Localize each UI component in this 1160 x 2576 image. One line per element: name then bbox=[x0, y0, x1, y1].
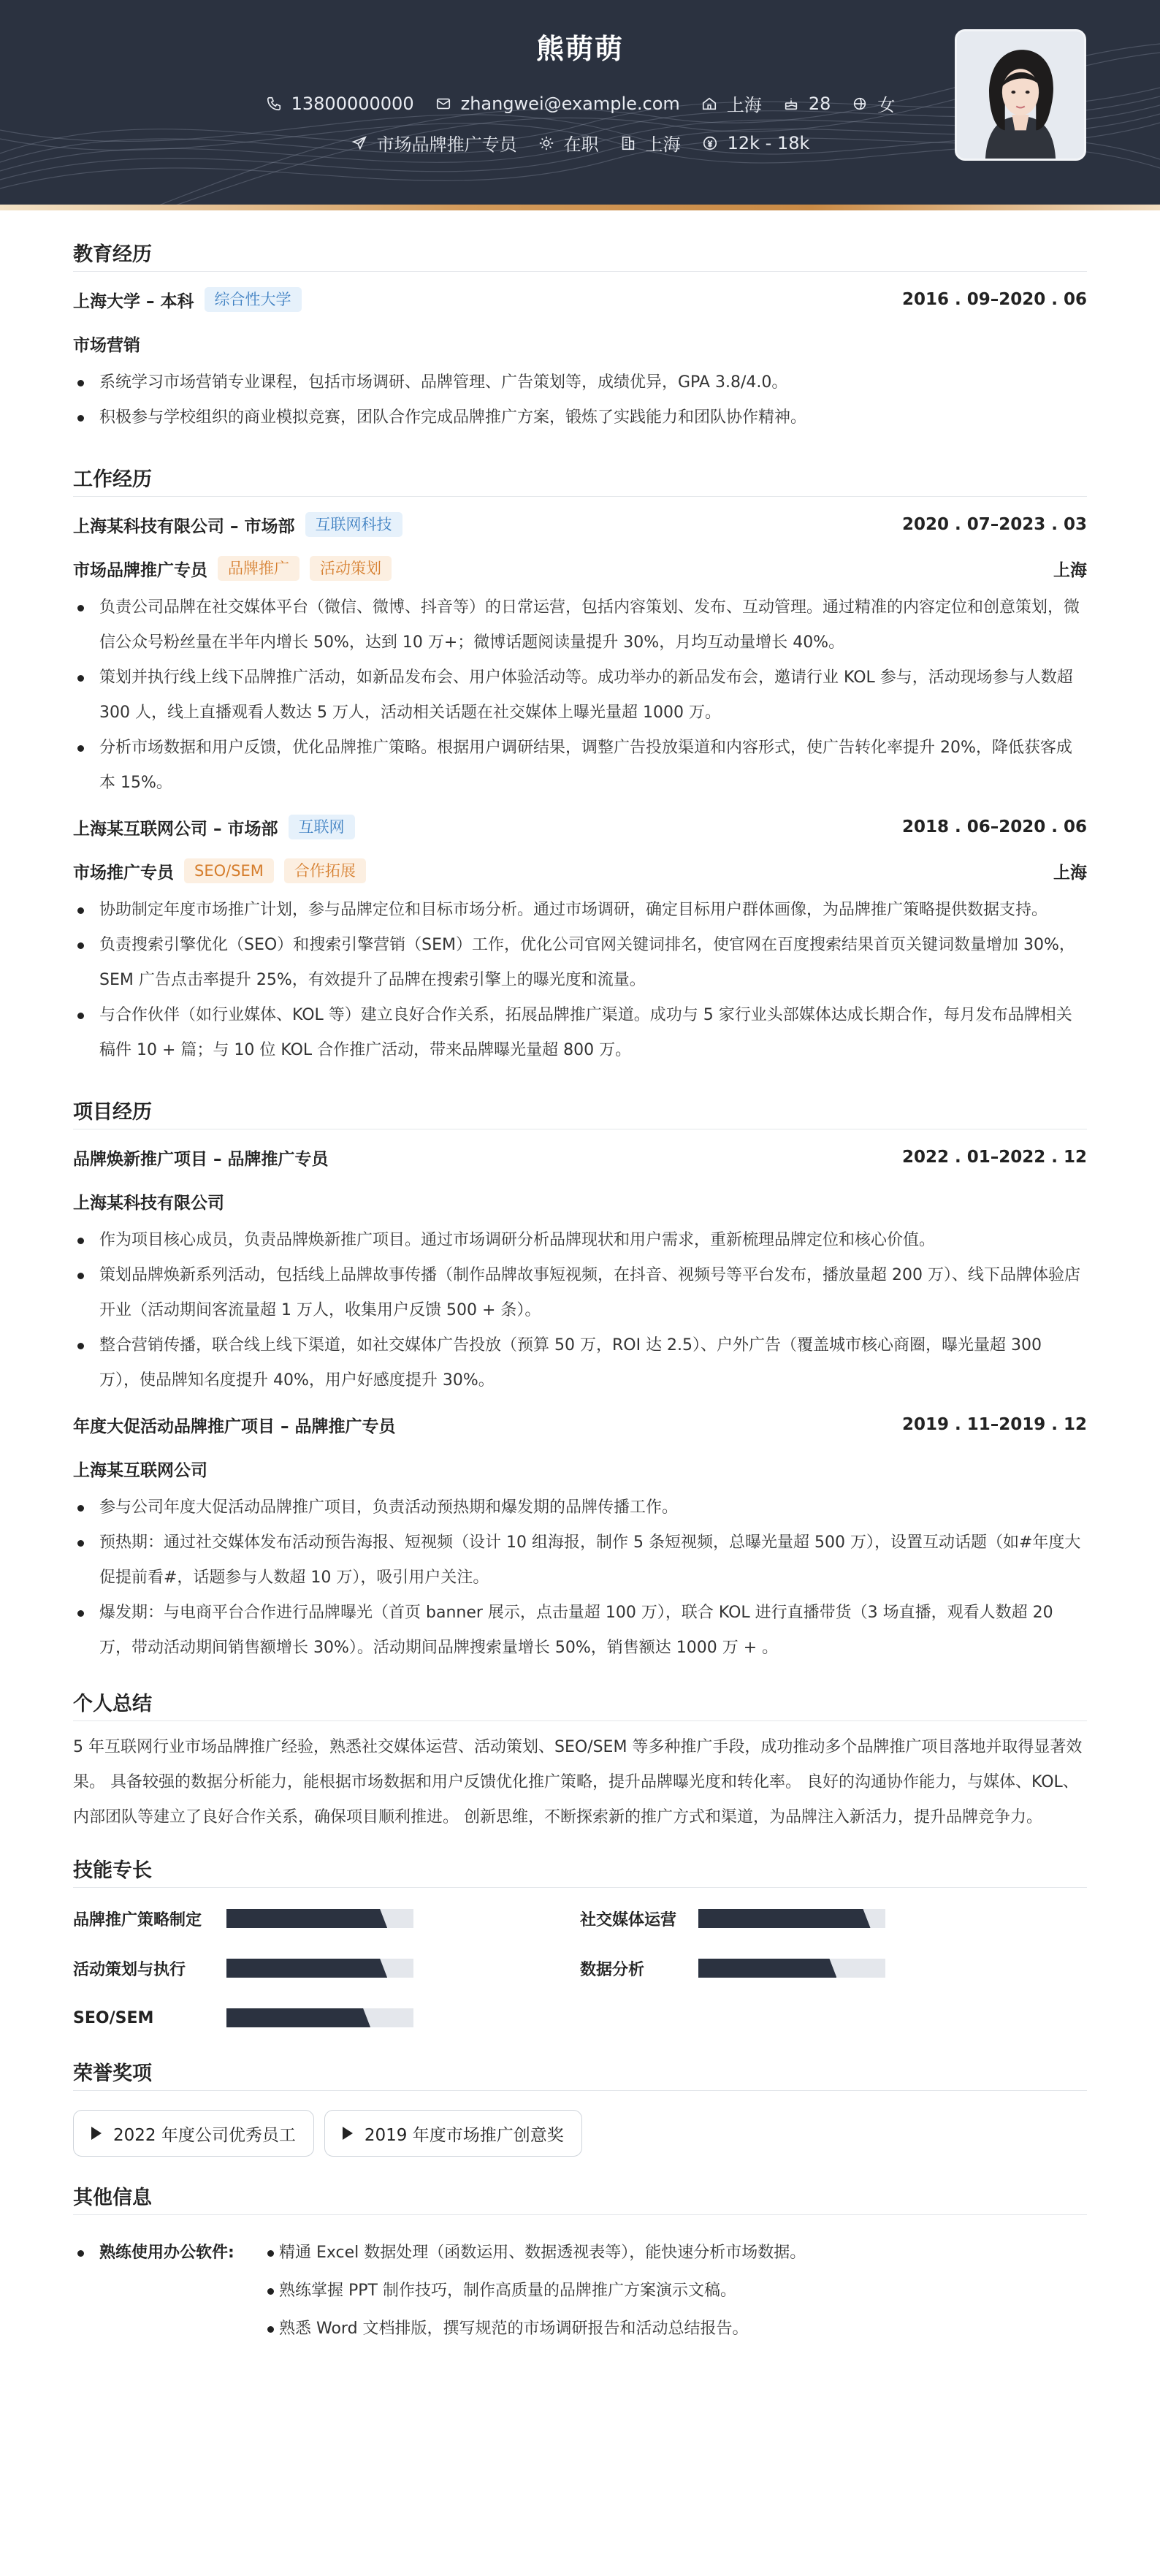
job-role-row bbox=[73, 546, 1087, 590]
city-text: 上海 bbox=[726, 95, 762, 115]
list-item: 积极参与学校组织的商业模拟竞赛，团队合作完成品牌推广方案，锻炼了实践能力和团队协作精神。 bbox=[73, 400, 1087, 435]
role-tag: 活动策划 bbox=[310, 556, 392, 581]
project-period: 2019 . 11–2019 . 12 bbox=[901, 1415, 1087, 1434]
skill-fill bbox=[226, 1909, 387, 1928]
city-info bbox=[701, 91, 762, 116]
project-entry-head bbox=[73, 1403, 1087, 1447]
money-icon bbox=[701, 134, 719, 152]
job-period: 2018 . 06–2020 . 06 bbox=[901, 818, 1087, 837]
work-title: 工作经历 bbox=[73, 463, 1087, 497]
candidate-name: 熊萌萌 bbox=[535, 33, 624, 65]
awards-title: 荣誉奖项 bbox=[73, 2057, 1087, 2091]
job-city: 上海 bbox=[1053, 863, 1087, 883]
project-name: 品牌焕新推广项目 – 品牌推广专员 bbox=[73, 1149, 329, 1169]
job-city: 上海 bbox=[1053, 560, 1087, 580]
other-section bbox=[73, 2157, 1087, 2348]
job-role: 市场推广专员 bbox=[73, 863, 174, 883]
play-triangle-icon bbox=[91, 2127, 102, 2140]
job-role: 市场品牌推广专员 bbox=[73, 560, 207, 580]
email-info bbox=[435, 94, 680, 114]
skills-grid bbox=[73, 1888, 1087, 2035]
awards-list bbox=[73, 2091, 1087, 2157]
status-info bbox=[538, 130, 599, 156]
header-gold-strip bbox=[0, 205, 1160, 210]
list-item: 熟练掌握 PPT 制作技巧，制作高质量的品牌推广方案演示文稿。 bbox=[279, 2282, 736, 2300]
other-row bbox=[73, 2310, 1087, 2348]
job-bullets bbox=[73, 590, 1087, 801]
education-section bbox=[73, 210, 1087, 435]
project-entry-head bbox=[73, 1135, 1087, 1179]
resume-body bbox=[73, 210, 1087, 2348]
age-info bbox=[782, 94, 831, 114]
skill-item bbox=[580, 1901, 1087, 1936]
company-tag: 互联网科技 bbox=[305, 512, 402, 537]
list-item: 预热期：通过社交媒体发布活动预告海报、短视频（设计 10 组海报，制作 5 条短视频，总曝光量超 500 万），设置互动话题（如#年度大促提前看#，话题参与人数超 10 万），吸引用户关注。 bbox=[73, 1525, 1087, 1596]
summary-section bbox=[73, 1666, 1087, 1835]
age-text: 28 bbox=[808, 93, 831, 114]
phone-text: 13800000000 bbox=[291, 93, 414, 114]
other-row bbox=[73, 2234, 1087, 2272]
other-key: 熟练使用办公软件: bbox=[99, 2244, 234, 2262]
target-city-info bbox=[619, 130, 681, 156]
award-chip bbox=[73, 2110, 314, 2157]
projects-section bbox=[73, 1068, 1087, 1666]
target-position-text: 市场品牌推广专员 bbox=[376, 134, 517, 155]
gender-icon bbox=[851, 95, 869, 113]
project-bullets bbox=[73, 1223, 1087, 1398]
list-item: 作为项目核心成员，负责品牌焕新推广项目。通过市场调研分析品牌现状和用户需求，重新梳理品牌定位和核心价值。 bbox=[73, 1223, 1087, 1258]
gender-text: 女 bbox=[877, 95, 896, 115]
salary-text: 12k - 18k bbox=[727, 132, 810, 153]
role-tag: 合作拓展 bbox=[284, 858, 366, 883]
summary-title: 个人总结 bbox=[73, 1688, 1087, 1721]
list-item: 与合作伙伴（如行业媒体、KOL 等）建立良好合作关系，拓展品牌推广渠道。成功与 5 家行业头部媒体达成长期合作，每月发布品牌相关稿件 10 + 篇；与 10 位 KOL 合作推广活动，带来品牌曝光量超 800 万。 bbox=[73, 998, 1087, 1068]
send-icon bbox=[351, 134, 368, 152]
education-bullets bbox=[73, 365, 1087, 435]
list-item: 分析市场数据和用户反馈，优化品牌推广策略。根据用户调研结果，调整广告投放渠道和内容形式，使广告转化率提升 20%，降低获客成本 15%。 bbox=[73, 731, 1087, 801]
skill-label: 社交媒体运营 bbox=[580, 1910, 677, 1929]
education-major-row bbox=[73, 321, 1087, 365]
status-icon bbox=[538, 134, 555, 152]
projects-title: 项目经历 bbox=[73, 1096, 1087, 1129]
cake-icon bbox=[782, 95, 800, 113]
play-triangle-icon bbox=[343, 2127, 353, 2140]
bullet-dot bbox=[267, 2250, 274, 2257]
phone-info bbox=[265, 94, 414, 114]
skill-fill bbox=[698, 1959, 836, 1978]
list-item: 整合营销传播，联合线上线下渠道，如社交媒体广告投放（预算 50 万，ROI 达 2.5）、户外广告（覆盖城市核心商圈，曝光量超 300 万），使品牌知名度提升 40%，用户好感度提升 30%。 bbox=[73, 1328, 1087, 1398]
education-title: 教育经历 bbox=[73, 238, 1087, 272]
award-label: 2019 年度市场推广创意奖 bbox=[364, 2125, 564, 2145]
skill-label: SEO/SEM bbox=[73, 2008, 154, 2027]
award-chip bbox=[324, 2110, 582, 2157]
project-period: 2022 . 01–2022 . 12 bbox=[901, 1148, 1087, 1167]
list-item: 协助制定年度市场推广计划，参与品牌定位和目标市场分析。通过市场调研，确定目标用户群体画像，为品牌推广策略提供数据支持。 bbox=[73, 893, 1087, 928]
skill-bar bbox=[226, 1959, 413, 1978]
education-period: 2016 . 09–2020 . 06 bbox=[901, 290, 1087, 309]
other-info bbox=[73, 2215, 1087, 2348]
list-item: 策划品牌焕新系列活动，包括线上品牌故事传播（制作品牌故事短视频，在抖音、视频号等平台发布，播放量超 200 万）、线下品牌体验店开业（活动期间客流量超 1 万人，收集用户反馈 500 + 条）。 bbox=[73, 1258, 1087, 1328]
job-entry-head bbox=[73, 805, 1087, 849]
avatar-portrait bbox=[957, 31, 1084, 159]
job-company: 上海某互联网公司 – 市场部 bbox=[73, 819, 278, 839]
gender-info bbox=[851, 91, 895, 116]
skills-section bbox=[73, 1835, 1087, 2035]
skill-bar bbox=[698, 1909, 885, 1928]
job-bullets bbox=[73, 893, 1087, 1068]
role-tag: SEO/SEM bbox=[184, 858, 274, 883]
skill-label: 活动策划与执行 bbox=[73, 1960, 186, 1979]
list-item: 系统学习市场营销专业课程，包括市场调研、品牌管理、广告策划等，成绩优异，GPA 3.8/4.0。 bbox=[73, 365, 1087, 400]
status-text: 在职 bbox=[563, 134, 599, 155]
home-icon bbox=[701, 95, 718, 113]
skill-fill bbox=[226, 2008, 370, 2027]
skill-fill bbox=[226, 1959, 387, 1978]
project-company-row bbox=[73, 1179, 1087, 1223]
skill-item bbox=[73, 2000, 580, 2035]
project-name: 年度大促活动品牌推广项目 – 品牌推广专员 bbox=[73, 1417, 396, 1436]
list-item: 负责公司品牌在社交媒体平台（微信、微博、抖音等）的日常运营，包括内容策划、发布、互动管理。通过精准的内容定位和创意策划，微信公众号粉丝量在半年内增长 50%，达到 10 万+；微博话题阅读量提升 30%，月均互动量增长 40%。 bbox=[73, 590, 1087, 660]
work-section bbox=[73, 435, 1087, 1068]
list-item: 爆发期：与电商平台合作进行品牌曝光（首页 banner 展示，点击量超 100 万），联合 KOL 进行直播带货（3 场直播，观看人数超 20 万，带动活动期间销售额增长 30%）。活动期间品牌搜索量增长 50%，销售额达 1000 万 + 。 bbox=[73, 1596, 1087, 1666]
skill-item bbox=[73, 1951, 580, 1986]
school-name: 上海大学 – 本科 bbox=[73, 291, 194, 311]
company-tag: 互联网 bbox=[289, 815, 355, 839]
job-role-row bbox=[73, 849, 1087, 893]
profile-photo bbox=[955, 29, 1086, 161]
bullet-dot bbox=[267, 2326, 274, 2333]
skill-label: 数据分析 bbox=[580, 1960, 645, 1979]
skill-bar bbox=[226, 2008, 413, 2027]
award-label: 2022 年度公司优秀员工 bbox=[113, 2125, 296, 2145]
major-name: 市场营销 bbox=[73, 335, 140, 355]
other-title: 其他信息 bbox=[73, 2181, 1087, 2215]
awards-section bbox=[73, 2035, 1087, 2157]
target-city-text: 上海 bbox=[645, 134, 681, 155]
summary-text: 5 年互联网行业市场品牌推广经验，熟悉社交媒体运营、活动策划、SEO/SEM 等多种推广手段，成功推动多个品牌推广项目落地并取得显著效果。 具备较强的数据分析能力，能根据市场数据和用户反馈优化推广策略，提升品牌曝光度和转化率。 良好的沟通协作能力，与媒体、KOL、内部团队等建立了良好合作关系，确保项目顺利推进。 创新思维，不断探索新的推广方式和渠道，为品牌注入新活力，提升品牌竞争力。 bbox=[73, 1738, 1083, 1826]
job-entry-head bbox=[73, 503, 1087, 546]
project-company-row bbox=[73, 1447, 1087, 1490]
job-period: 2020 . 07–2023 . 03 bbox=[901, 515, 1087, 534]
list-item: 参与公司年度大促活动品牌推广项目，负责活动预热期和爆发期的品牌传播工作。 bbox=[73, 1490, 1087, 1525]
list-item: 精通 Excel 数据处理（函数运用、数据透视表等），能快速分析市场数据。 bbox=[279, 2244, 806, 2262]
bullet-dot bbox=[77, 2250, 84, 2257]
email-text: zhangwei@example.com bbox=[460, 93, 680, 114]
building-icon bbox=[619, 134, 637, 152]
list-item: 熟悉 Word 文档排版，撰写规范的市场调研报告和活动总结报告。 bbox=[279, 2320, 749, 2338]
target-position-info bbox=[351, 130, 517, 156]
school-tag: 综合性大学 bbox=[205, 287, 302, 312]
list-item: 负责搜索引擎优化（SEO）和搜索引擎营销（SEM）工作，优化公司官网关键词排名，使官网在百度搜索结果首页关键词数量增加 30%，SEM 广告点击率提升 25%，有效提升了品牌在搜索引擎上的曝光度和流量。 bbox=[73, 928, 1087, 998]
skill-label: 品牌推广策略制定 bbox=[73, 1910, 202, 1929]
project-bullets bbox=[73, 1490, 1087, 1666]
project-company: 上海某科技有限公司 bbox=[73, 1193, 224, 1213]
salary-info bbox=[701, 133, 810, 153]
resume-header bbox=[0, 0, 1160, 210]
skill-fill bbox=[698, 1909, 871, 1928]
project-company: 上海某互联网公司 bbox=[73, 1460, 207, 1480]
job-company: 上海某科技有限公司 – 市场部 bbox=[73, 517, 295, 536]
skill-bar bbox=[698, 1959, 885, 1978]
education-entry-head bbox=[73, 278, 1087, 321]
mail-icon bbox=[435, 95, 452, 113]
bullet-dot bbox=[267, 2288, 274, 2295]
list-item: 策划并执行线上线下品牌推广活动，如新品发布会、用户体验活动等。成功举办的新品发布会，邀请行业 KOL 参与，活动现场参与人数超 300 人，线上直播观看人数达 5 万人，活动相关话题在社交媒体上曝光量超 1000 万。 bbox=[73, 660, 1087, 731]
skill-bar bbox=[226, 1909, 413, 1928]
other-row bbox=[73, 2272, 1087, 2310]
phone-icon bbox=[265, 95, 283, 113]
skill-item bbox=[73, 1901, 580, 1936]
role-tag: 品牌推广 bbox=[218, 556, 299, 581]
skills-title: 技能专长 bbox=[73, 1854, 1087, 1888]
skill-item bbox=[580, 1951, 1087, 1986]
